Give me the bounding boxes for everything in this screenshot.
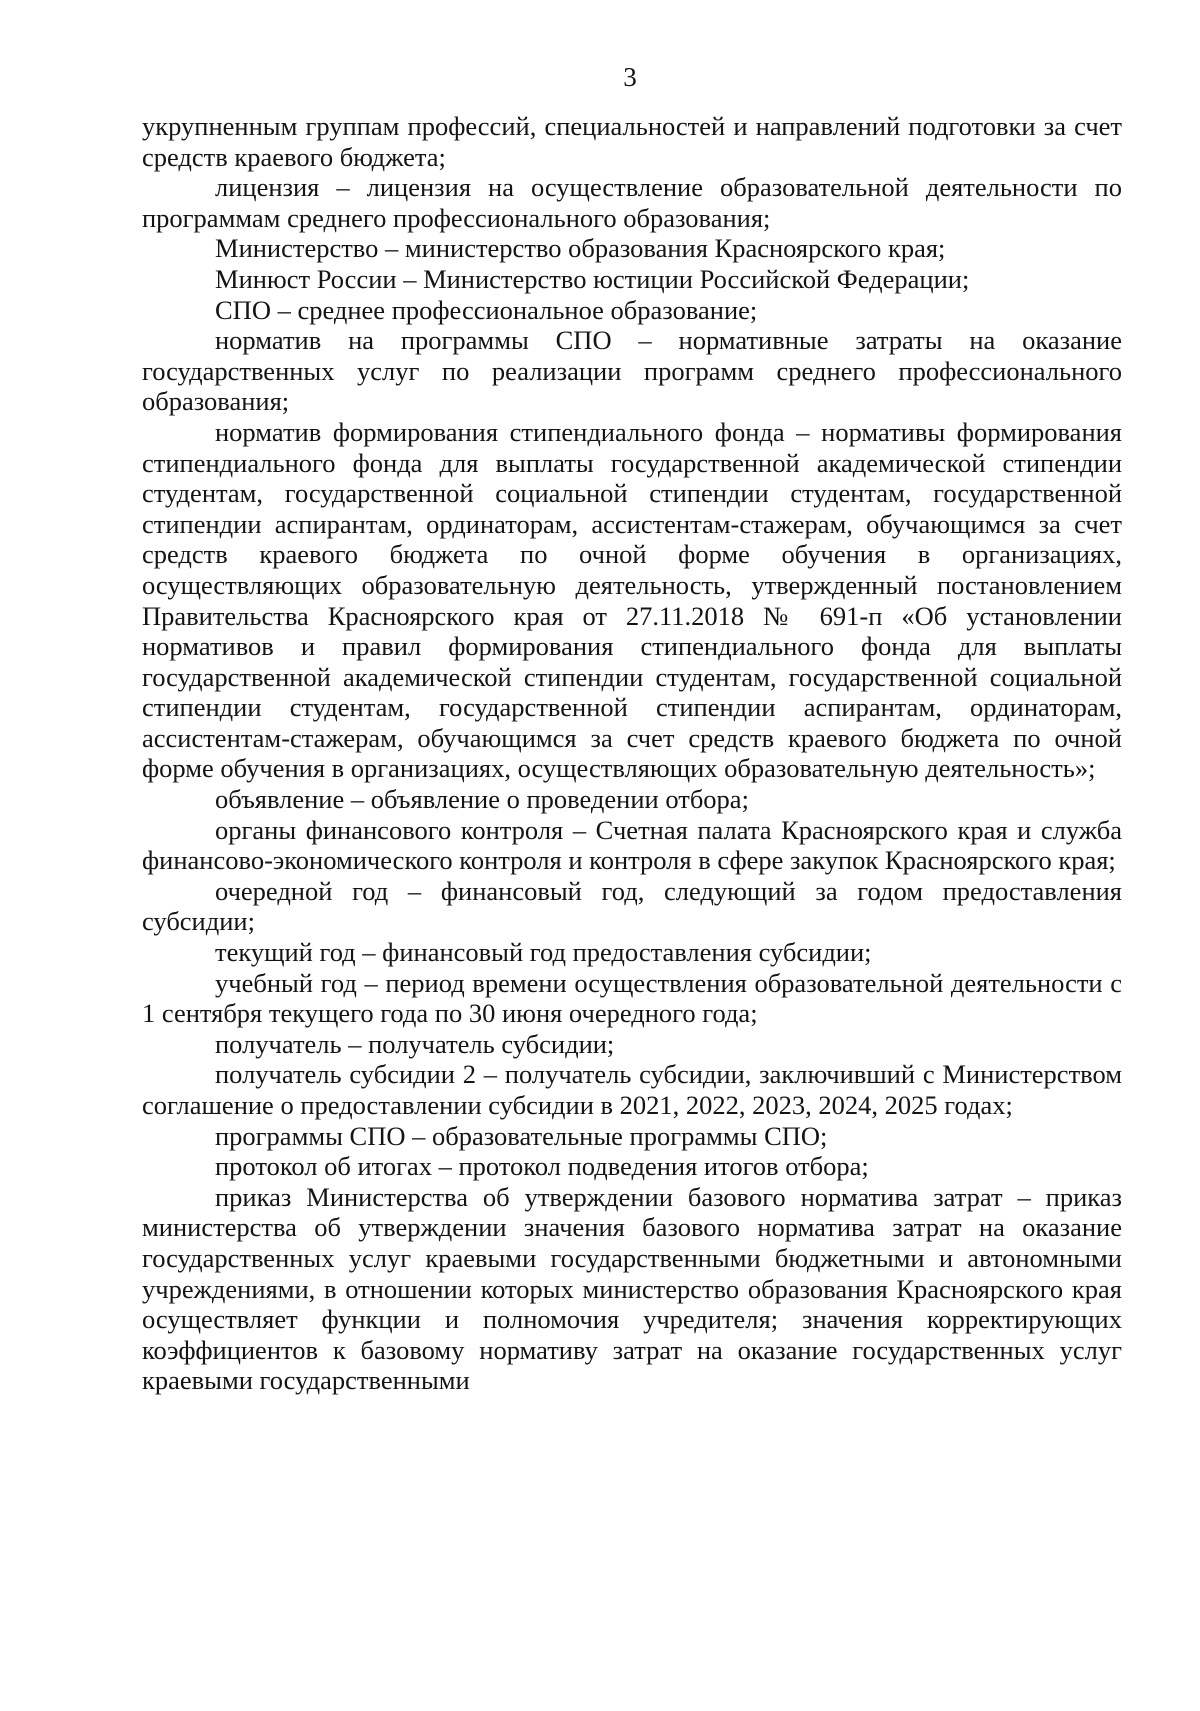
paragraph-ministry: Министерство – министерство образования Красноярского края; xyxy=(215,233,946,264)
paragraph-scholarship-fund-standard: норматив формирования стипендиального фонда – нормативы формирования стипендиального фонда для выплаты государственной академической стипендии студентам, государственной социальной стипендии студентам, государственной стипендии аспирантам, ординаторам, ассистентам-стажерам, обучающимся за счет средств краевого бюджета по очной форме обучения в организациях, осуществляющих образовательную деятельность, утвержденный постановлением Правительства Красноярского края от 27.11.2018 № 691-п «Об установлении нормативов и правил формирования стипендиального фонда для выплаты государственной академической стипендии студентам, государственной социальной стипендии студентам, государственной стипендии аспирантам, ординаторам, ассистентам-стажерам, обучающимся за счет средств краевого бюджета по очной форме обучения в организациях, осуществляющих образовательную деятельность»; xyxy=(142,416,1122,784)
page-number: 3 xyxy=(623,62,637,92)
document-body xyxy=(142,111,1122,1396)
paragraph-academic-year: учебный год – период времени осуществления образовательной деятельности с 1 сентября текущего года по 30 июня очередного года; xyxy=(142,967,1122,1029)
paragraph-spo: СПО – среднее профессиональное образование; xyxy=(215,294,758,325)
paragraph-current-year: текущий год – финансовый год предоставления субсидии; xyxy=(215,937,872,968)
paragraph-spo-programs: программы СПО – образовательные программы СПО; xyxy=(215,1120,828,1151)
paragraph-next-year: очередной год – финансовый год, следующий за годом предоставления субсидии; xyxy=(142,875,1122,937)
paragraph-financial-control-bodies: органы финансового контроля – Счетная палата Красноярского края и служба финансово-экономического контроля и контроля в сфере закупок Красноярского края; xyxy=(142,814,1122,876)
paragraph-license: лицензия – лицензия на осуществление образовательной деятельности по программам среднего профессионального образования; xyxy=(142,172,1122,233)
paragraph-groups-continuation: укрупненным группам профессий, специальностей и направлений подготовки за счет средств краевого бюджета; xyxy=(142,111,1122,172)
paragraph-announcement: объявление – объявление о проведении отбора; xyxy=(215,784,749,815)
paragraph-ministry-order: приказ Министерства об утверждении базового норматива затрат – приказ министерства об утверждении значения базового норматива затрат на оказание государственных услуг краевыми государственными бюджетными и автономными учреждениями, в отношении которых министерство образования Красноярского края осуществляет функции и полномочия учредителя; значения корректирующих коэффициентов к базовому нормативу затрат на оказание государственных услуг краевыми государственными xyxy=(142,1181,1122,1396)
paragraph-results-protocol: протокол об итогах – протокол подведения итогов отбора; xyxy=(215,1151,869,1182)
paragraph-recipient: получатель – получатель субсидии; xyxy=(215,1028,615,1059)
paragraph-recipient-2: получатель субсидии 2 – получатель субсидии, заключивший с Министерством соглашение о предоставлении субсидии в 2021, 2022, 2023, 2024, 2025 годах; xyxy=(142,1059,1122,1120)
paragraph-minjust: Минюст России – Министерство юстиции Российской Федерации; xyxy=(215,263,970,294)
paragraph-spo-standard: норматив на программы СПО – нормативные затраты на оказание государственных услуг по реализации программ среднего профессионального образования; xyxy=(142,325,1122,417)
